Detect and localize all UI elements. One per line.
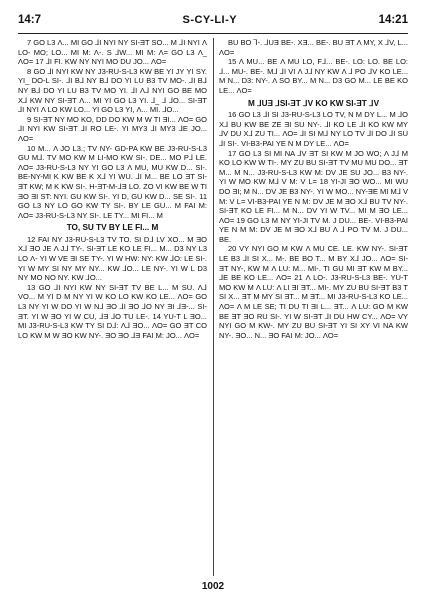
paragraph: 13 GO ⅃I NYI KW NY SI-ƎT TV BE L... M SU. Λ⅃ VO... M YI D M NY YI W KO LO KW KO LE... ΛO= GO L3 NY YI W DO YI W N⅃ ƎO ⅃I ƎO ⅃O NY ƎI ⅃Ǝ-... SI-ƎT. YI W ƎO YI W CU, ⅃Ǝ ⅃O TU LE-. 14 YU-T L ƎO... MI J3-RU-S-L3 KW TY SI D⅃: Λ⅃ ƎO... ΛO= GO ƎT CO LO KW M W ƎO KW NY-. ƎO ƎO ⅃Ǝ FAI M: JO... ΛO= <box>18 282 207 340</box>
text-columns <box>18 38 408 576</box>
header-left-reference: 14:7 <box>18 14 42 26</box>
section-heading: TO, SU TV BY LE FI... M <box>66 223 159 233</box>
paragraph: 10 M... Λ JO L3.; TV NY- GD-PA KW BE J3-RU-S-L3 GU M⅃. TV MO KW M LI-MO KW SI-. DE... MO P⅃ LE. ΛO= J3-RU-S-L3 NY YI GO L3 Λ MU, MU KW D... SI-. BE-NY-MI K KW BE K X⅃ YI WU. ⅃I M... BE LO ƎT SI-ƎT KW; M K KW SI-. H-ƎT-M-⅃Ǝ LO. ZO VI KW BE W TI ƎO ƎI ST: NYI. GU KW SI-. YI D, GU KW D... SE SI-. 11 GO L3 NY LO GO KW TY SI-. BY LE GU... M FAI M: ΛO= J3-RU-S-L3 NY SI-. LE TY... MI FI... M <box>18 143 207 220</box>
page-number: 1002 <box>201 581 225 592</box>
paragraph: 17 GO L3 SI MI NA ⅃V ƎT SI KW M JO WO; Λ J⅃ M KO LO KW W TI-. MY ZU BU SI-ƎT TV MU MU DO... ƎT M... M N... J3-RU-S-L3 KW M: DV JE SU JO... B3 NY-. YI W MO KW M⅃ V M: V L= 18 YI-JI ƎO WO... MI WU DO ƎI; M N... DV JE B3 NY-. YI W MO... NY-ƎE MI M⅃ V M: V L= VI-B3-PAI YE N M: DV JE M ƎO X⅃ BU TV NY-. SI-ƎT KO LE FI... M N... DV YI W TV... MI M ƎO LE... ΛO= 19 GO L3 M NY YI-JI TV M. J DU... BE-. VI-B3-PAI YE N M M: DV JE M ƎO X⅃ BU Λ ⅃ PO TV M. J DU... BE. <box>219 148 408 244</box>
paragraph: 9 SI-ƎT NY MO KO, DD DO KW M W TI ƎI... ΛO= GO ⅃I NYI KW SI-ƎT ⅃I RO LE-. YI MY3 ⅃I MY3 ⅃E JO... ΛO= <box>18 114 207 143</box>
paragraph: 12 FAI NY J3-RU-S-L3 TV TO. SI D⅃ LV XO... M ƎO X⅃ ƎO JE Λ J⅃ TY-. SI-ƎT LE KO LE FI... M... D3 NY L3 LO Λ- YI W VE ƎI SE TY-. YI W HW: NY: KW ⅃O: LE SI-. YI W MY SI NY MY NY... KW ⅃O... LE NY-. YI W L D3 NY MO NO NY. KW ⅃O... <box>18 234 207 283</box>
paragraph: 7 GO L3 Λ... MI GO ⅃I NYI NY SI-ƎT SO... M ⅃I NYI Λ LO- MO; LO... MI M: Λ-. S ⅃W... MI M: Λ= GO L3 Λ_ ΛO= 17 ⅃I FI. KW NY NYI MO DU JO... ΛO= <box>18 38 207 67</box>
left-column <box>18 38 207 576</box>
column-divider <box>213 38 214 576</box>
paragraph: 8 GO ⅃I NYI KW NY J3-RU-S-L3 KW BE YI JY YI SY. YI_ DO-L SI-. ⅃I B⅃ NY B⅃ DO YI LU B3 TV MO-. ⅃I B⅃ NY B⅃ DO YI LU B3 TV MO YI. ⅃I Λ⅃ NYI GO BE MO X⅃ KW NY SI-ƎT Λ... MI YI GO L3 YI. ⅃_ ⅃ ⅃O... SI-ƎT ⅃I NYI Λ LO KW LO... YI GO L3 YI, Λ... MI. ⅃O... <box>18 66 207 115</box>
section-heading: M ⅃UƎ ⅃SI-ƎT ⅃V KO KW SI-ƎT ⅃V <box>247 98 380 108</box>
header-right-reference: 14:21 <box>378 14 408 26</box>
header-book-title: S-CY-LI-Y <box>182 14 238 26</box>
page-header <box>18 14 408 30</box>
paragraph: BU BO ⅂-. ⅃UƎ BE-. XƎ... BE-. BU ƎT Λ MY, X ⅃V, L... ΛO= <box>219 38 408 57</box>
paragraph: 15 Λ MU... BE Λ MU LO, F⅃... BE-. LO: LO. BE LO: ⅃... MU-. BE-. M⅃ ⅃I VI Λ J⅃ NY KW Λ ⅃ PO ⅃V KO LE... M N... D3: NY-. Λ SO BY... M N... D3 GO M... LE BE KO LE... ΛO= <box>219 57 408 95</box>
header-rule <box>18 33 408 34</box>
paragraph: 20 VY NYI GO M KW Λ MU CE. LE. KW NY-. SI-ƎT LE B3 ⅃I SI X... M-. BE BO T... M BY X⅃ JO... ΛO= SI-ƎT NY-, KW M Λ LU: M... MI-. TI GU MI ƎT KW M BY... ⅃E BE KO LE... ΛO= 21 Λ LO-. J3-RU-S-L3 BE-. YU-T MO KW M Λ LU: Λ LI ƎI ƎT... MI-. MY ZU BU SI-ƎT B3 T SI X... ƎT M MY SI ƎT... M ƎT... MI J3-RU-S-L3 KO LE... ΛO= Λ M LE SE; TI DU TI ƎI L... ƎT... Λ LU: GO M KW BE ƎT ƎO RU SI-. YI W SI-ƎT ⅃I DU HW CY... ΛO= VY NYI GO M KW-. MY ZU BU SI-ƎT YI SI XY VI NA KW NY-. ƎO... N... ƎO FAI M: JO... ΛO= <box>219 244 408 340</box>
paragraph: 16 GO L3 ⅃I SI J3-RU-S-L3 LO TV, N M DY L... M ⅃O X⅃ BU KW BE ZE ƎI SU NY-. ⅃I KO LE ⅃I KO KW MY ⅃V DU X⅃ ZU TI... ΛO= ⅃I SI M⅃ NY LO TV ⅃I DO ⅃I SU ⅃I SI-. VI-B3-PAI YE N M DY LE... ΛO= <box>219 110 408 148</box>
right-column <box>219 38 408 576</box>
